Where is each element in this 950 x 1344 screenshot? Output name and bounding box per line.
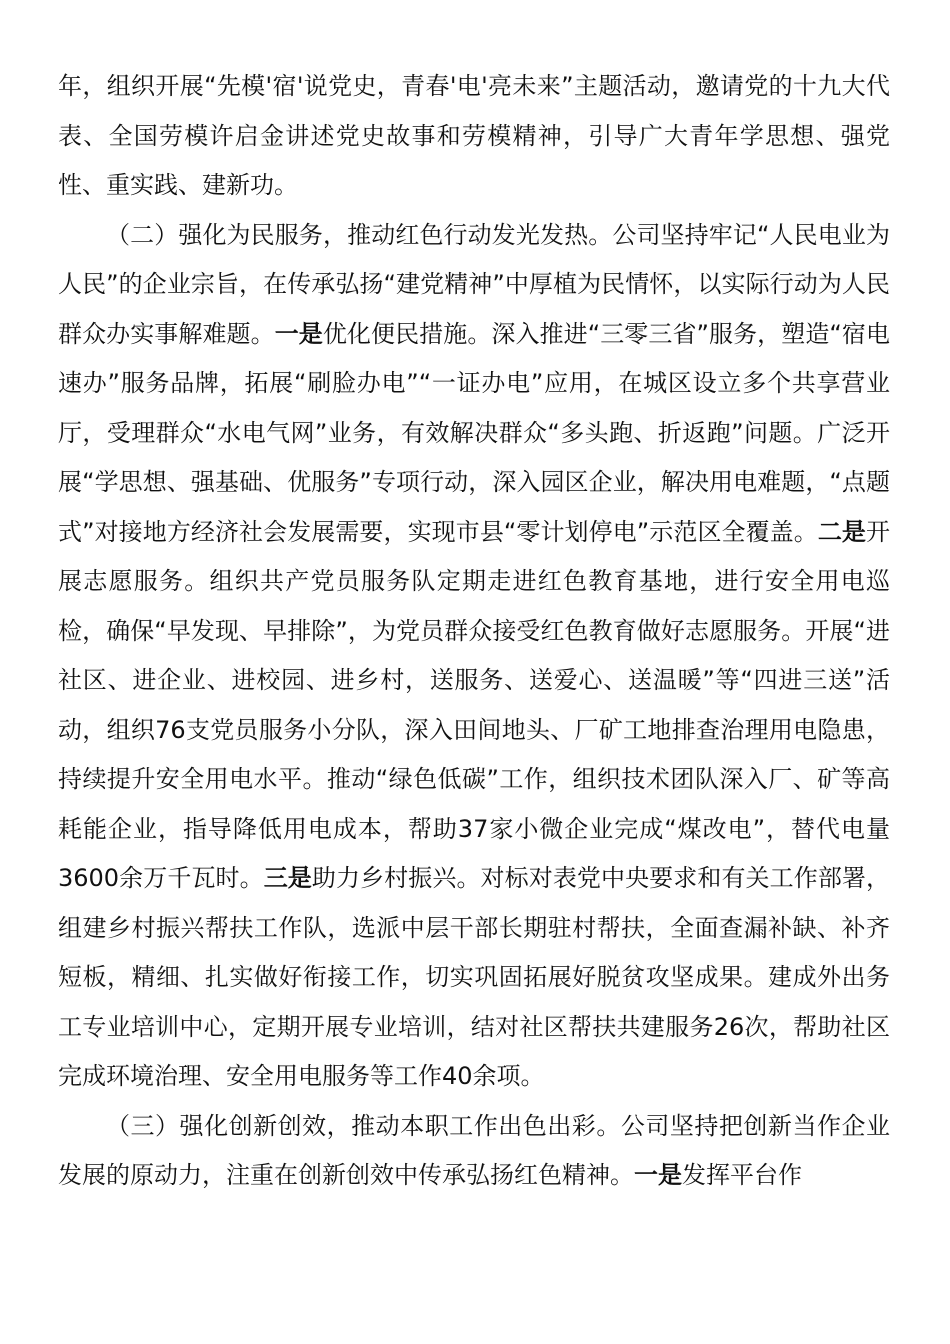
section-three-text-one: 发挥平台作 (682, 1161, 802, 1189)
paragraph-continuation (58, 62, 890, 211)
section-two-text-two: 开展志愿服务。组织共产党员服务队定期走进红色教育基地，进行安全用电巡检，确保“早发现、早排除”，为党员群众接受红色教育做好志愿服务。开展“进社区、进企业、进校园、进乡村，送服务、送爱心、送温暖”等“四进三送”活动，组织76支党员服务小分队，深入田间地头、厂矿工地排查治理用电隐患，持续提升安全用电水平。推动“绿色低碳”工作，组织技术团队深入厂、矿等高耗能企业，指导降低用电成本，帮助37家小微企业完成“煤改电”，替代电量3600余万千瓦时。 (58, 517, 890, 892)
section-three-intro: （三）强化创新创效，推动本职工作出色出彩。公司坚持把创新当作企业发展的原动力，注重在创新创效中传承弘扬红色精神。 (58, 1111, 890, 1189)
section-two-lead-three: 三是 (263, 864, 312, 892)
section-two-text-three: 助力乡村振兴。对标对表党中央要求和有关工作部署，组建乡村振兴帮扶工作队，选派中层干部长期驻村帮扶，全面查漏补缺、补齐短板，精细、扎实做好衔接工作，切实巩固拓展好脱贫攻坚成果。建成外出务工专业培训中心，定期开展专业培训，结对社区帮扶共建服务26次，帮助社区完成环境治理、安全用电服务等工作40余项。 (58, 864, 891, 1090)
paragraph-section-three (58, 1102, 890, 1201)
section-two-text-one: 优化便民措施。深入推进“三零三省”服务，塑造“宿电速办”服务品牌，拓展“刷脸办电”“一证办电”应用，在城区设立多个共享营业厅，受理群众“水电气网”业务，有效解决群众“多头跑、折返跑”问题。广泛开展“学思想、强基础、优服务”专项行动，深入园区企业，解决用电难题，“点题式”对接地方经济社会发展需要，实现市县“零计划停电”示范区全覆盖。 (58, 319, 891, 546)
document-page (58, 62, 890, 1201)
section-two-lead-two: 二是 (817, 517, 866, 546)
paragraph-text: 年，组织开展“先模'宿'说党史，青春'电'亮未来”主题活动，邀请党的十九大代表、全国劳模许启金讲述党史故事和劳模精神，引导广大青年学思想、强党性、重实践、建新功。 (58, 72, 890, 199)
section-two-intro: （二）强化为民服务，推动红色行动发光发热。公司坚持牢记“人民电业为人民”的企业宗旨，在传承弘扬“建党精神”中厚植为民情怀，以实际行动为人民群众办实事解难题。 (58, 220, 890, 348)
section-three-lead-one: 一是 (634, 1161, 682, 1189)
section-two-lead-one: 一是 (274, 319, 323, 348)
paragraph-section-two (58, 211, 890, 1102)
